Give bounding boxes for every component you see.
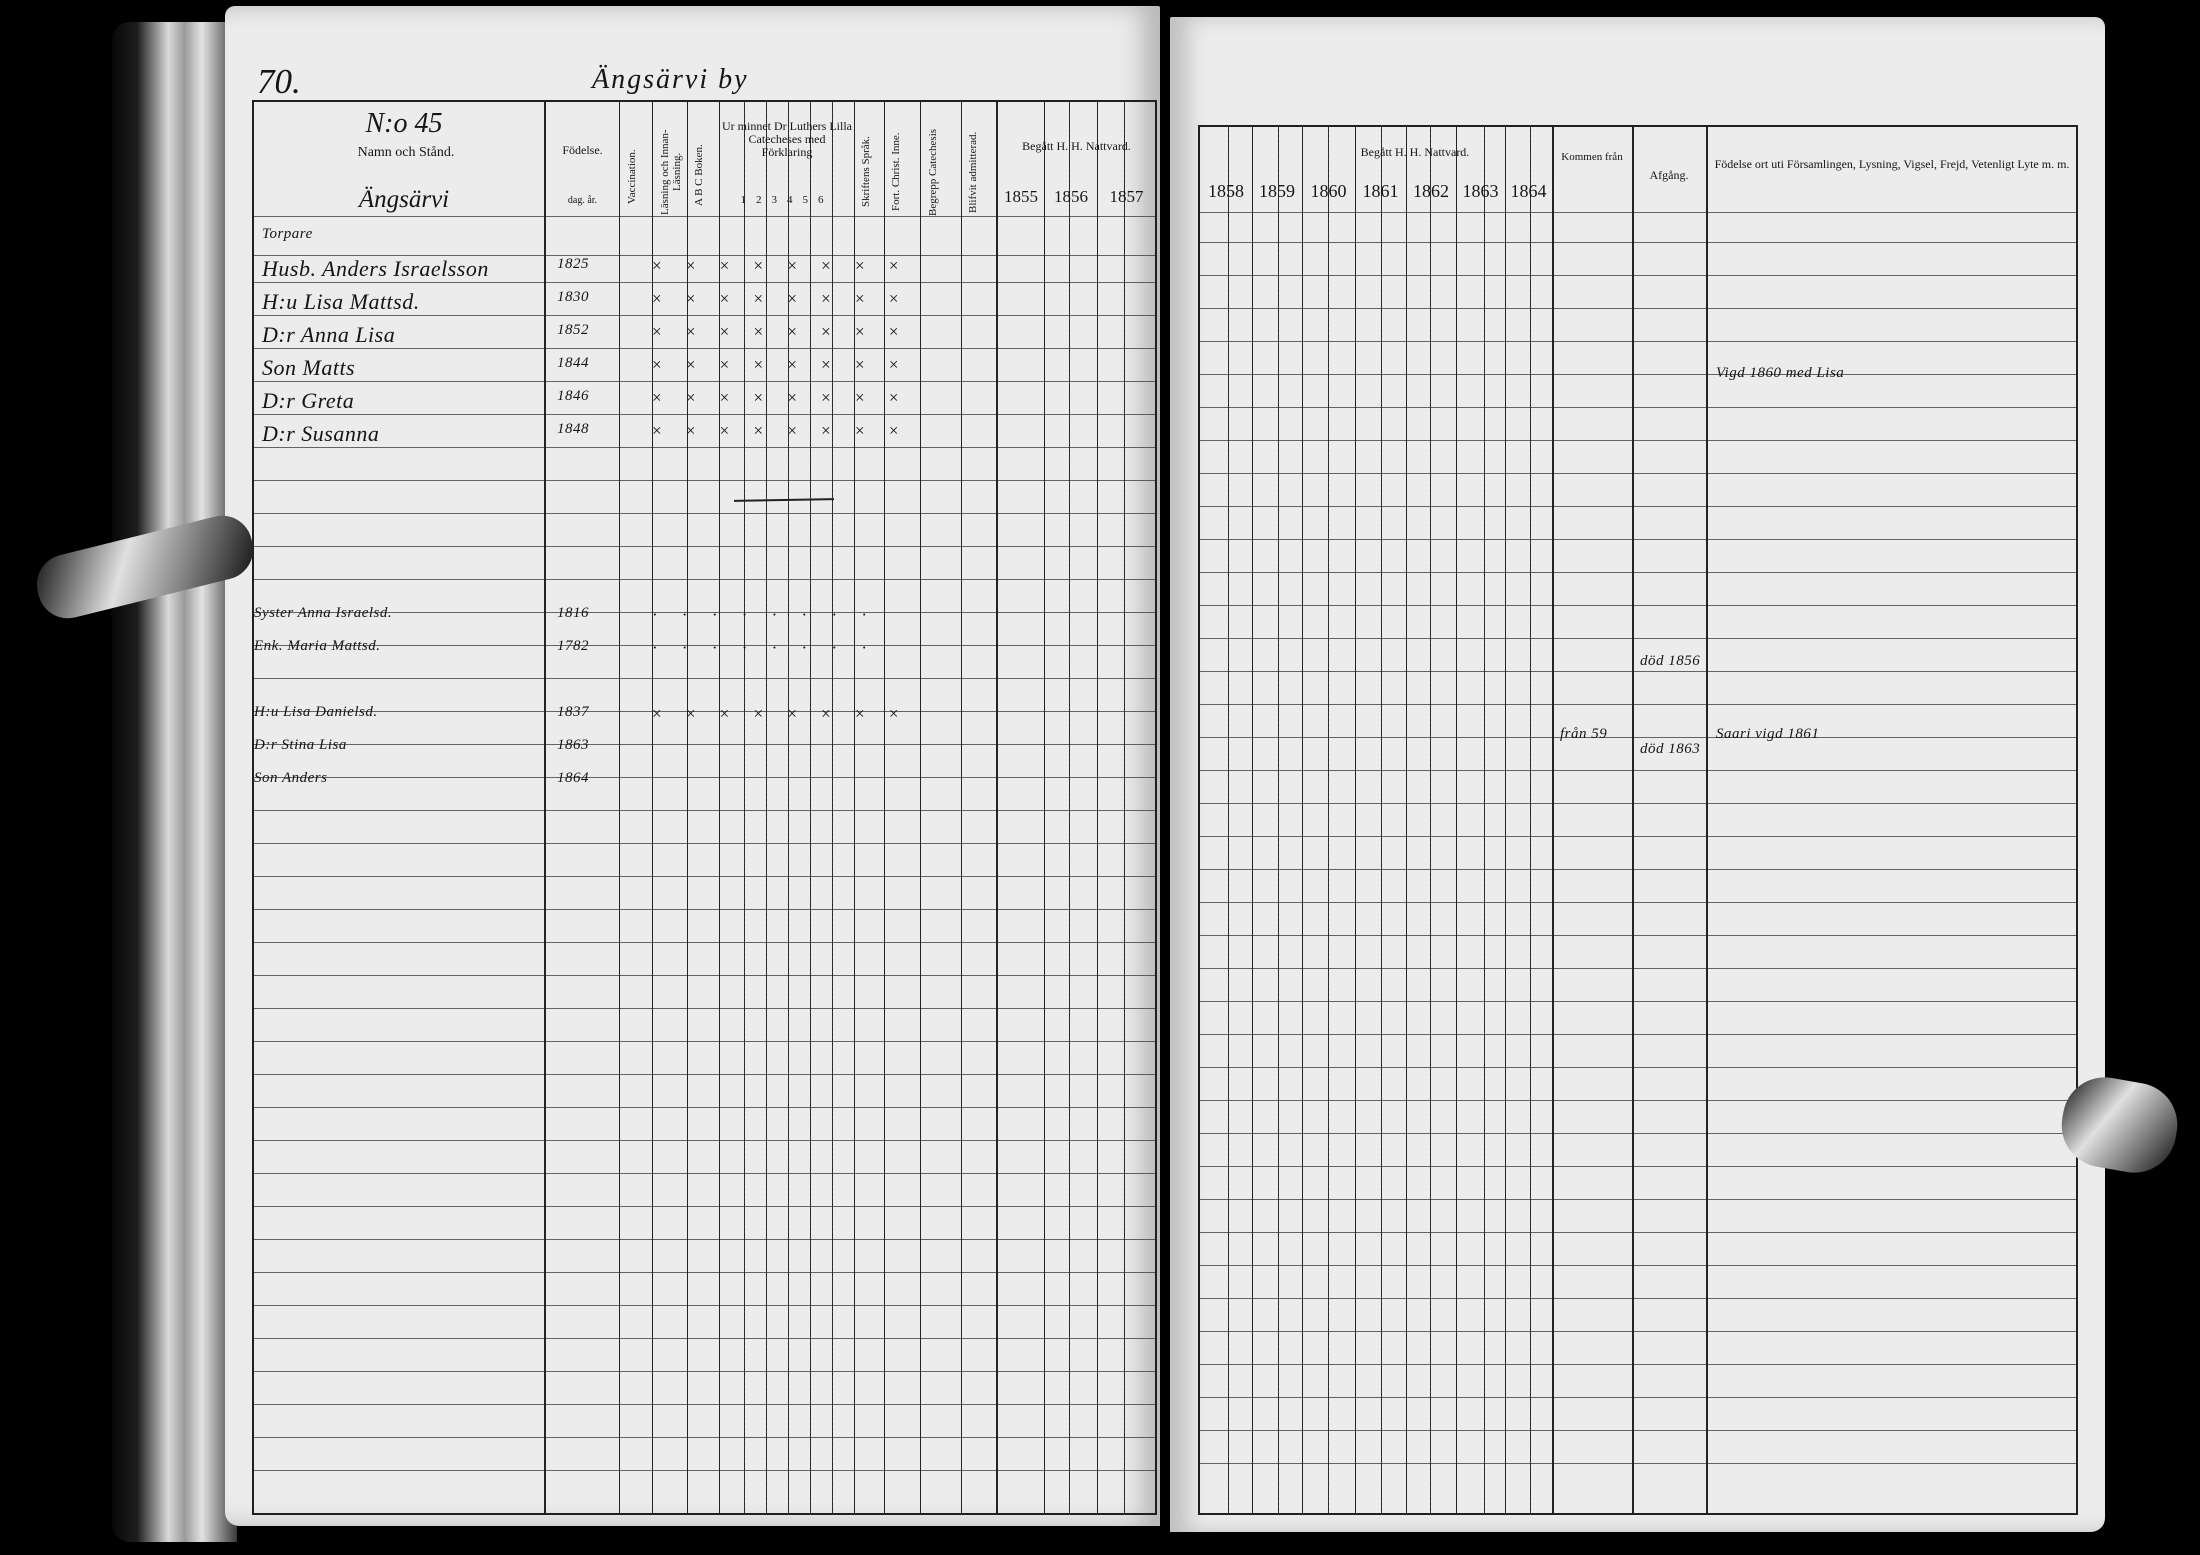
death-note: död 1863	[1640, 741, 1701, 757]
household-number: N:o 45	[365, 108, 443, 139]
person-entry: Syster Anna Israelsd.	[254, 605, 393, 621]
person-entry: H:u Lisa Mattsd.	[262, 289, 420, 314]
catechism-knowledge-header: Begrepp Catechesis	[927, 128, 939, 216]
vaccination-column-header: Vaccination.	[626, 149, 638, 205]
knowledge-marks: × × × × × × × ×	[652, 289, 909, 308]
knowledge-marks: × × × × × × × ×	[652, 322, 909, 341]
knowledge-marks: × × × × × × × ×	[652, 704, 909, 723]
person-entry: H:u Lisa Danielsd.	[254, 704, 378, 720]
person-entry: D:r Greta	[262, 388, 355, 413]
marriage-remark: Vigd 1860 med Lisa	[1716, 365, 1845, 381]
occupation-entry: Torpare	[262, 226, 313, 242]
person-entry: D:r Stina Lisa	[254, 737, 347, 753]
person-entry: D:r Susanna	[262, 421, 380, 446]
year-1860: 1860	[1302, 172, 1356, 210]
person-entry: Son Matts	[262, 355, 356, 380]
ledger-spine-edge	[112, 22, 237, 1542]
place-title: Ängsärvi by	[592, 64, 749, 95]
abc-book-column-header: A B C Boken.	[693, 144, 705, 206]
person-entry: D:r Anna Lisa	[262, 322, 396, 347]
year-1856: 1856	[1054, 187, 1088, 206]
year-1863: 1863	[1456, 172, 1506, 210]
right-communion-header: Begått H. H. Nattvard.	[1360, 145, 1470, 159]
knowledge-marks: × × × × × × × ×	[652, 256, 909, 275]
person-entry: Son Anders	[254, 770, 328, 786]
knowledge-marks: × × × × × × × ×	[652, 421, 909, 440]
knowledge-marks: × × × × × × × ×	[652, 388, 909, 407]
catechism-number-labels: 123456	[740, 194, 834, 206]
name-column-header: Namn och Stånd.	[357, 145, 455, 160]
birth-subheader: dag. år.	[567, 195, 598, 206]
knowledge-marks: · · · · · · · ·	[652, 638, 878, 657]
left-ledger-page	[225, 6, 1160, 1526]
year-1855: 1855	[1004, 187, 1038, 206]
birth-year: 1830	[557, 289, 589, 305]
departure-column-header: Afgång.	[1649, 168, 1689, 182]
blank-line-mark	[734, 498, 834, 502]
year-1859: 1859	[1252, 172, 1303, 210]
year-1862: 1862	[1406, 172, 1457, 210]
right-register-grid	[1198, 125, 2078, 1515]
year-1857: 1857	[1109, 187, 1144, 206]
birth-year: 1848	[557, 421, 589, 437]
person-entry: Enk. Maria Mattsd.	[254, 638, 381, 654]
christian-column-header: Fort. Christ. Inne.	[890, 132, 902, 212]
person-entry: Husb. Anders Israelsson	[262, 256, 489, 281]
birth-year: 1837	[557, 704, 589, 720]
bible-column-header: Skriftens Språk.	[860, 136, 872, 208]
left-register-grid	[252, 100, 1157, 1515]
farm-name: Ängsärvi	[358, 186, 450, 213]
knowledge-marks: × × × × × × × ×	[652, 355, 909, 374]
arrived-column-header: Kommen från	[1561, 151, 1623, 163]
catechism-column-header: Ur minnet Dr Luthers Lilla Catecheses med Förklaring	[722, 119, 852, 159]
birth-column-header: Födelse.	[562, 143, 603, 157]
birth-year: 1852	[557, 322, 589, 338]
birth-year: 1846	[557, 388, 589, 404]
birth-year: 1844	[557, 355, 589, 371]
reading-column-header: Läsning och Innan-Läsning.	[659, 129, 683, 215]
arrival-note: från 59	[1560, 726, 1608, 742]
knowledge-marks: · · · · · · · ·	[652, 605, 878, 624]
page-number: 70.	[257, 62, 301, 101]
marriage-remark: Saari vigd 1861	[1716, 726, 1820, 742]
admitted-column-header: Blifvit admitterad.	[967, 131, 979, 213]
birth-year: 1864	[557, 770, 589, 786]
death-note: död 1856	[1640, 653, 1701, 669]
birth-year: 1825	[557, 256, 589, 272]
birth-year: 1863	[557, 737, 589, 753]
birth-year: 1816	[557, 605, 589, 621]
birth-year: 1782	[557, 638, 589, 654]
year-1864: 1864	[1505, 172, 1553, 210]
year-1858: 1858	[1200, 172, 1253, 210]
remarks-column-header: Födelse ort uti Församlingen, Lysning, Vigsel, Frejd, Vetenligt Lyte m. m.	[1714, 157, 2070, 171]
year-1861: 1861	[1355, 172, 1407, 210]
left-communion-header: Begått H. H. Nattvard.	[1022, 139, 1131, 153]
right-ledger-page	[1170, 17, 2105, 1532]
